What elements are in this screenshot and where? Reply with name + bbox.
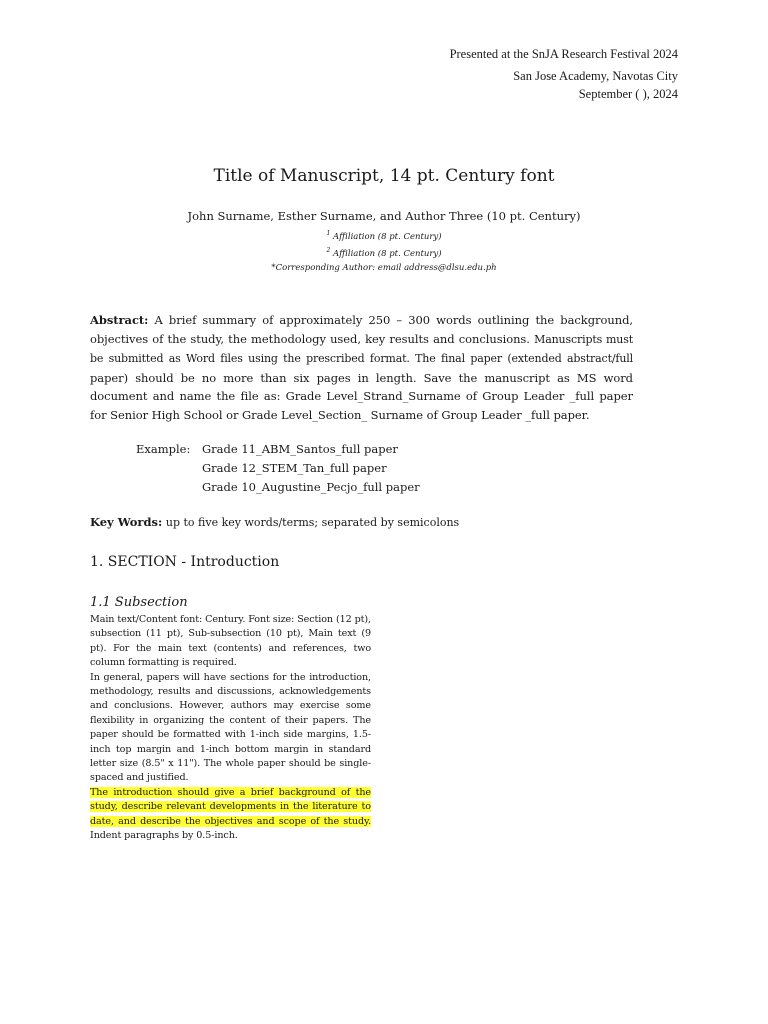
example-label: Example: [136, 442, 191, 456]
highlighted-text: The introduction should give a brief background of the study, describe relevant developments in the literature to date, and describe the objectives and scope of the study. [90, 786, 371, 827]
abstract-label: Abstract: [90, 313, 149, 327]
abstract-text-1: A brief summary of approximately 250 – 300 words outlining the background, objectives of the study, the methodology used, key results and conclusions. [90, 313, 633, 346]
example-row [136, 459, 420, 478]
body-column [90, 613, 371, 844]
body-paragraph-3-rest: Indent paragraphs by 0.5-inch. [90, 830, 238, 842]
example-row [136, 478, 420, 497]
example-item: Grade 10_Augustine_Pecjo_full paper [202, 480, 420, 494]
manuscript-title: Title of Manuscript, 14 pt. Century font [213, 166, 555, 186]
example-row [136, 440, 420, 459]
affiliation-2-text: Affiliation (8 pt. Century) [332, 248, 442, 259]
example-item: Grade 11_ABM_Santos_full paper [202, 442, 398, 456]
section-heading: 1. SECTION - Introduction [90, 554, 280, 570]
affiliation-1-text: Affiliation (8 pt. Century) [332, 231, 442, 242]
affiliation-2 [0, 244, 768, 261]
example-item: Grade 12_STEM_Tan_full paper [202, 461, 387, 475]
affiliation-2-mark: 2 [326, 246, 331, 254]
keywords-label: Key Words: [90, 515, 163, 529]
subsection-heading: 1.1 Subsection [90, 595, 188, 610]
keywords-text: up to five key words/terms; separated by semicolons [165, 516, 460, 529]
affiliation-block [0, 227, 768, 275]
affiliation-1 [0, 227, 768, 244]
abstract-text-2: Manuscripts must be submitted as Word files using the prescribed format. The final paper (extended abstract/full [90, 332, 634, 366]
venue-header [513, 67, 678, 103]
affiliation-1-mark: 1 [326, 230, 331, 237]
abstract-paragraph [90, 311, 633, 425]
conference-header [450, 45, 678, 63]
body-paragraph-2: In general, papers will have sections for the introduction, methodology, results and discussions, acknowledgements and conclusions. However, authors may exercise some flexibility in organizing the content of their papers. The paper should be formatted with 1-inch side margins, 1.5-inch top margin and 1-inch bottom margin in standard letter size (8.5" x 11"). The whole paper should be single-spaced and justified. [90, 671, 371, 784]
author-list: John Surname, Esther Surname, and Author Three (10 pt. Century) [187, 209, 581, 223]
body-paragraph-3 [90, 786, 371, 844]
festival-line: Presented at the SnJA Research Festival 2024 [449, 47, 678, 61]
abstract-text-3: paper) should be no more than six pages in length. Save the manuscript as MS word document and name the file as: Grade Level_Strand_Surname of Group Leader _full paper for Senior High School or Grade Level_Section_ Surname of Group Leader _full paper. [90, 370, 633, 422]
body-paragraph-1: Main text/Content font: Century. Font size: Section (12 pt), subsection (11 pt), Sub-subsection (10 pt), Main text (9 pt). For the main text (contents) and references, two column formatting is required. [90, 614, 371, 669]
example-list [136, 440, 420, 497]
date-line: September ( ), 2024 [578, 87, 678, 101]
keywords-line [90, 513, 459, 532]
corresponding-author: *Corresponding Author: email address@dlsu.edu.ph [271, 262, 497, 273]
school-line: San Jose Academy, Navotas City [513, 69, 678, 83]
